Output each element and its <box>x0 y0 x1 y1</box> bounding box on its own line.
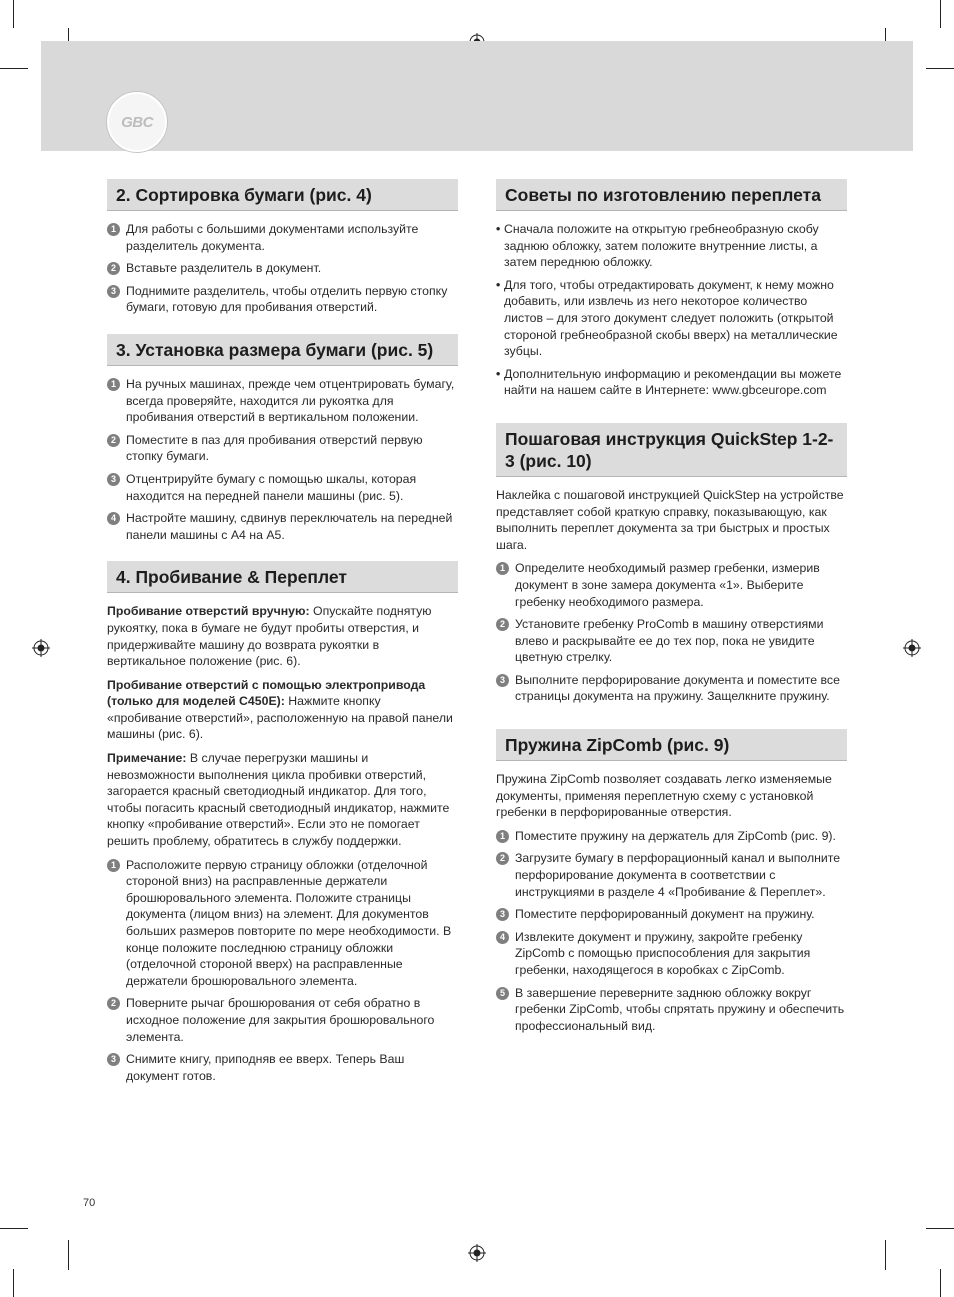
section-quickstep <box>496 423 847 705</box>
step-number-icon: 1 <box>107 223 120 236</box>
crop-mark <box>940 1269 941 1297</box>
paragraph: Пружина ZipComb позволяет создавать легко изменяемые документы, применяя переплетную схему с установкой гребенки в перфорированные отверстия. <box>496 772 832 820</box>
paragraph: Пробивание отверстий с помощью электропривода (только для моделей C450E): Нажмите кнопку «пробивание отверстий», расположенную на правой панели машины (рис. 6). <box>107 677 453 742</box>
section-zipcomb <box>496 729 847 1034</box>
list-item: 2 Установите гребенку ProComb в машину отверстиями влево и раскрывайте ее до тех пор, пока не увидите цветную стрелку. <box>496 616 847 666</box>
left-column <box>107 179 458 1102</box>
step-number-icon: 2 <box>496 852 509 865</box>
step-number-icon: 1 <box>107 859 120 872</box>
step-number-icon: 3 <box>496 674 509 687</box>
step-number-icon: 4 <box>496 931 509 944</box>
section-title: Пружина ZipComb (рис. 9) <box>496 729 847 761</box>
list-item: 3 Выполните перфорирование документа и поместите все страницы документа на пружину. Защелкните пружину. <box>496 672 847 705</box>
paragraph: Наклейка с пошаговой инструкцией QuickStep на устройстве представляет собой краткую справку, показывающую, как выполнить переплет документа за три быстрых и простых шага. <box>496 487 844 552</box>
crop-mark <box>885 1240 886 1270</box>
registration-mark-icon <box>468 1244 486 1262</box>
list-item: 1 Расположите первую страницу обложки (отделочной стороной вниз) на расправленные держатели брошюровального элемента. Положите страницы документа (лицом вниз) на элемент. Для документов больших размеров повторите по мере необходимости. В конце положите последнюю страницу обложки (отделочной стороной вверх) на расправленные держатели брошюровального элемента. <box>107 857 458 990</box>
list-item: 3 Поместите перфорированный документ на пружину. <box>496 906 847 923</box>
step-number-icon: 4 <box>107 512 120 525</box>
list-item: 3 Снимите книгу, приподняв ее вверх. Теперь Ваш документ готов. <box>107 1051 458 1084</box>
step-number-icon: 1 <box>496 830 509 843</box>
paragraph: Примечание: В случае перегрузки машины и невозможности выполнения цикла пробивки отверстий, загорается красный светодиодный индикатор. Для того, чтобы погасить красный светодиодный индикатор, нажмите кнопку «пробивание отверстий». Если это не помогает решить проблему, обратитесь в службу поддержки. <box>107 751 450 849</box>
list-item: • Сначала положите на открытую гребнеобразную скобу заднюю обложку, затем положите внутренние листы, а затем переднюю обложку. <box>496 222 819 270</box>
step-number-icon: 3 <box>107 1053 120 1066</box>
list-item: 3 Поднимите разделитель, чтобы отделить первую стопку бумаги, готовую для пробивания отверстий. <box>107 283 458 316</box>
section-title: Пошаговая инструкция QuickStep 1-2-3 (рис. 10) <box>496 423 847 477</box>
registration-mark-icon <box>32 639 50 657</box>
section-title: 4. Пробивание & Переплет <box>107 561 458 593</box>
list-item: 2 Вставьте разделитель в документ. <box>107 260 458 277</box>
crop-mark <box>0 1228 28 1229</box>
crop-mark <box>13 1269 14 1297</box>
section-paper-size <box>107 334 458 543</box>
step-number-icon: 3 <box>496 908 509 921</box>
list-item: 1 Поместите пружину на держатель для ZipComb (рис. 9). <box>496 828 847 845</box>
list-item: 1 Определите необходимый размер гребенки, измерив документ в зоне замера документа «1». Выберите гребенку необходимого размера. <box>496 560 847 610</box>
crop-mark <box>0 68 28 69</box>
step-number-icon: 3 <box>107 285 120 298</box>
section-title: Советы по изготовлению переплета <box>496 179 847 211</box>
list-item: 2 Поместите в паз для пробивания отверстий первую стопку бумаги. <box>107 432 458 465</box>
list-item: 1 На ручных машинах, прежде чем отцентрировать бумагу, всегда проверяйте, находится ли рукоятка для пробивания отверстий в вертикальном положении. <box>107 376 458 426</box>
gbc-logo: GBC <box>107 92 167 152</box>
bullet-icon: • <box>496 277 501 292</box>
step-number-icon: 2 <box>107 434 120 447</box>
list-item: 2 Поверните рычаг брошюрования от себя обратно в исходное положение для закрытия брошюровального элемента. <box>107 995 458 1045</box>
bullet-icon: • <box>496 222 501 236</box>
step-number-icon: 2 <box>107 997 120 1010</box>
step-number-icon: 3 <box>107 473 120 486</box>
list-item: 3 Отцентрируйте бумагу с помощью шкалы, которая находится на передней панели машины (рис. 5). <box>107 471 458 504</box>
page-number: 70 <box>83 1197 96 1209</box>
step-number-icon: 5 <box>496 987 509 1000</box>
bullet-icon: • <box>496 366 501 381</box>
crop-mark <box>68 1240 69 1270</box>
list-item: 1 Для работы с большими документами используйте разделитель документа. <box>107 221 458 254</box>
step-number-icon: 2 <box>107 262 120 275</box>
section-title: 3. Установка размера бумаги (рис. 5) <box>107 334 458 366</box>
list-item: 4 Извлеките документ и пружину, закройте гребенку ZipComb с помощью приспособления для закрытия гребенки, находящегося в коробках с ZipComb. <box>496 929 847 979</box>
paragraph: Пробивание отверстий вручную: Опускайте поднятую рукоятку, пока в бумаге не будут пробиты отверстия, и придерживайте машину до возврата рукоятки в вертикальное положение (рис. 6). <box>107 604 432 669</box>
section-paper-sorting <box>107 179 458 316</box>
section-binding-tips <box>496 179 847 399</box>
step-number-icon: 1 <box>496 562 509 575</box>
crop-mark <box>940 0 941 28</box>
crop-mark <box>926 1228 954 1229</box>
right-column <box>496 179 847 1052</box>
list-item: 2 Загрузите бумагу в перфорационный канал и выполните перфорирование документа в соответствии с инструкциями в разделе 4 «Пробивание & Переплет». <box>496 850 847 900</box>
list-item: 4 Настройте машину, сдвинув переключатель на передней панели машины с A4 на A5. <box>107 510 458 543</box>
list-item: • Дополнительную информацию и рекомендации вы можете найти на нашем сайте в Интернете: www.gbceurope.com <box>496 366 842 398</box>
crop-mark <box>926 68 954 69</box>
section-title: 2. Сортировка бумаги (рис. 4) <box>107 179 458 211</box>
section-punching-binding <box>107 561 458 1084</box>
list-item: • Для того, чтобы отредактировать документ, к нему можно добавить, или извлечь из него некоторое количество листов – для этого документ следует положить (открытой стороной гребнеобразной скобы вверх) на металлические зубцы. <box>496 277 838 359</box>
step-number-icon: 1 <box>107 378 120 391</box>
step-number-icon: 2 <box>496 618 509 631</box>
crop-mark <box>13 0 14 28</box>
header-band <box>41 41 913 151</box>
registration-mark-icon <box>903 639 921 657</box>
list-item: 5 В завершение переверните заднюю обложку вокруг гребенки ZipComb, чтобы спрятать пружину и обеспечить профессиональный вид. <box>496 985 847 1035</box>
